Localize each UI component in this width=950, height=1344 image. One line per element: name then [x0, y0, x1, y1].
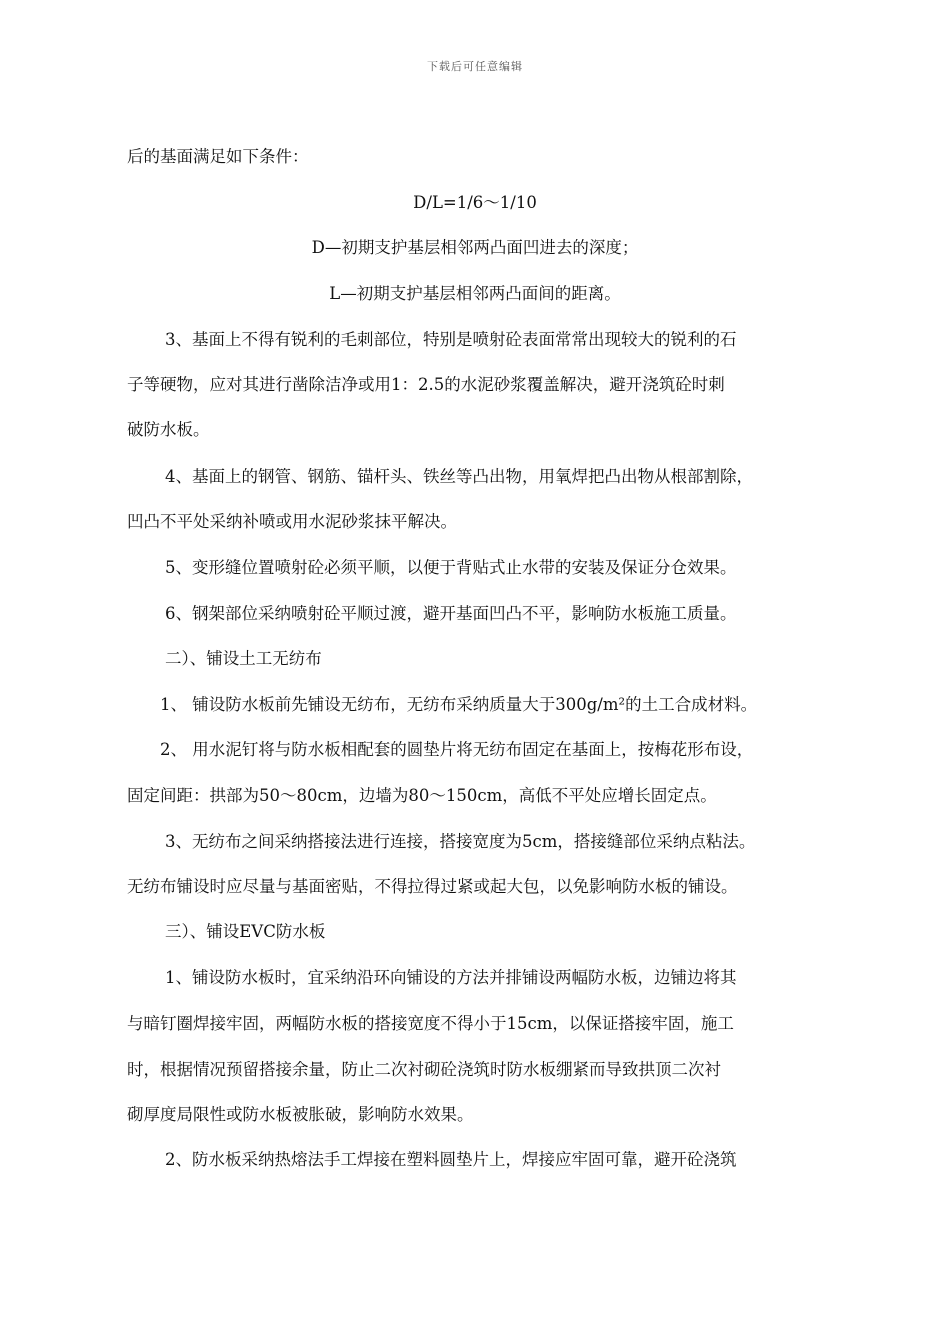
page-header: 下载后可任意编辑 [427, 60, 523, 73]
text-line: 时，根据情况预留搭接余量，防止二次衬砌砼浇筑时防水板绷紧而导致拱顶二次衬 [127, 1060, 721, 1079]
text-line: 2、防水板采纳热熔法手工焊接在塑料圆垫片上，焊接应牢固可靠，避开砼浇筑 [165, 1150, 737, 1169]
section-heading: 三）、铺设EVC防水板 [165, 922, 326, 941]
text-line: 无纺布铺设时应尽量与基面密贴，不得拉得过紧或起大包，以免影响防水板的铺设。 [127, 877, 738, 896]
text-line: 后的基面满足如下条件： [127, 147, 309, 166]
text-line: 5、变形缝位置喷射砼必须平顺，以便于背贴式止水带的安装及保证分仓效果。 [165, 558, 737, 577]
text-line: 破防水板。 [127, 420, 210, 439]
definition-d: D—初期支护基层相邻两凸面凹进去的深度； [311, 238, 639, 257]
text-line: 2、 用水泥钉将与防水板相配套的圆垫片将无纺布固定在基面上，按梅花形布设， [160, 740, 754, 759]
formula: D/L=1/6～1/10 [413, 193, 537, 212]
text-line: 砌厚度局限性或防水板被胀破，影响防水效果。 [127, 1105, 474, 1124]
text-line: 与暗钉圈焊接牢固，两幅防水板的搭接宽度不得小于15cm，以保证搭接牢固，施工 [127, 1014, 734, 1033]
text-line: 4、基面上的钢管、钢筋、锚杆头、铁丝等凸出物，用氧焊把凸出物从根部割除， [165, 467, 753, 486]
text-line: 3、无纺布之间采纳搭接法进行连接，搭接宽度为5cm，搭接缝部位采纳点粘法。 [165, 832, 756, 851]
text-line: 1、 铺设防水板前先铺设无纺布，无纺布采纳质量大于300g/m²的土工合成材料。 [160, 695, 758, 714]
text-line: 子等硬物，应对其进行凿除洁净或用1：2.5的水泥砂浆覆盖解决，避开浇筑砼时刺 [127, 375, 725, 394]
text-line: 固定间距：拱部为50～80cm，边墙为80～150cm，高低不平处应增长固定点。 [127, 786, 717, 805]
text-line: 1、铺设防水板时，宜采纳沿环向铺设的方法并排铺设两幅防水板，边铺边将其 [165, 968, 737, 987]
section-heading: 二）、铺设土工无纺布 [165, 649, 322, 668]
text-line: 6、钢架部位采纳喷射砼平顺过渡，避开基面凹凸不平，影响防水板施工质量。 [165, 604, 737, 623]
text-line: 凹凸不平处采纳补喷或用水泥砂浆抹平解决。 [127, 512, 457, 531]
text-line: 3、基面上不得有锐利的毛刺部位，特别是喷射砼表面常常出现较大的锐利的石 [165, 330, 737, 349]
definition-l: L—初期支护基层相邻两凸面间的距离。 [329, 284, 621, 303]
